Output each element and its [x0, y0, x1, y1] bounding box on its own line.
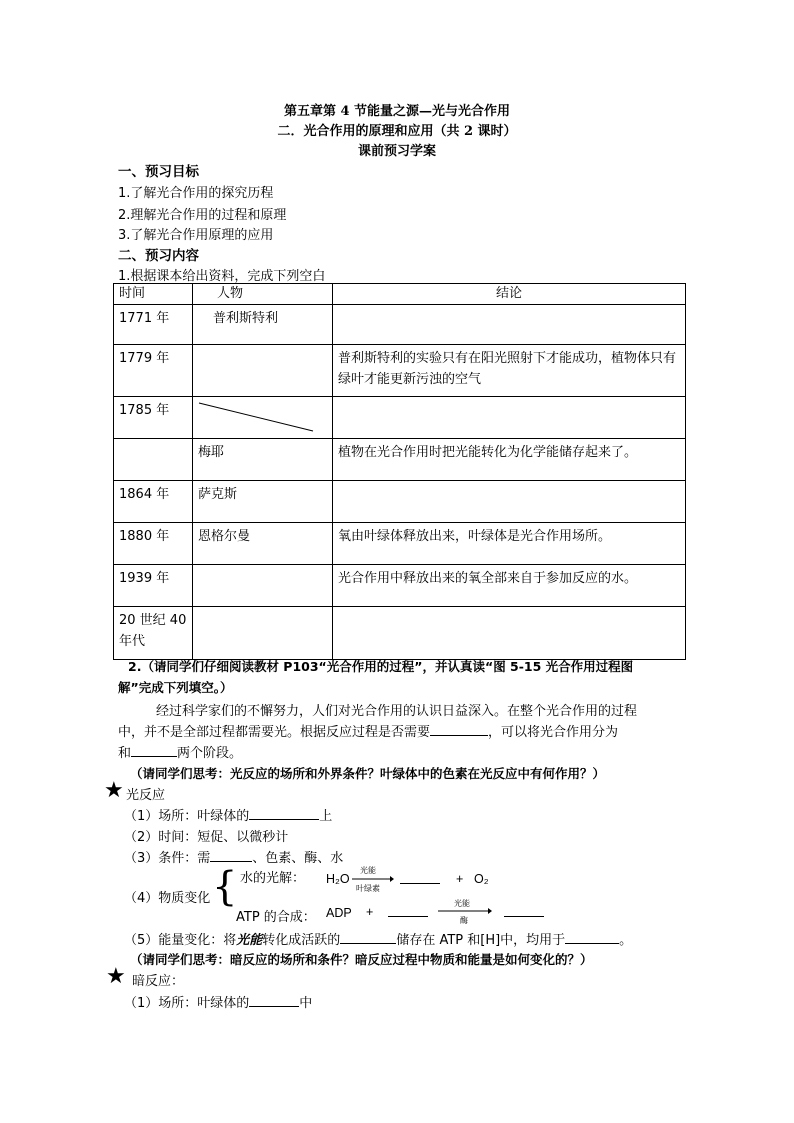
dark-reaction-title: 暗反应： [132, 974, 185, 989]
paragraph-text: 中，并不是全部过程都需要光。根据反应过程是否需要 [118, 725, 431, 740]
table-cell[interactable] [193, 565, 333, 607]
table-cell[interactable] [193, 607, 333, 660]
plus-sign: + [456, 872, 464, 886]
reaction-arrow [438, 907, 492, 915]
fill-blank[interactable] [388, 902, 428, 917]
fill-blank[interactable] [131, 742, 177, 757]
plus-sign: + [366, 905, 374, 919]
fill-blank[interactable] [504, 902, 544, 917]
question-2-line1: 2.（请同学们仔细阅读教材 P103“光合作用的过程”，并认真读“图 5-15 光合作用过程图 [128, 659, 634, 674]
fill-blank[interactable] [249, 992, 299, 1007]
light-time: （2）时间：短促、以微秒计 [124, 830, 289, 845]
table-header-row [114, 284, 686, 305]
energy-change [124, 929, 632, 948]
o2-formula: O₂ [474, 872, 489, 886]
section2-heading: 二、预习内容 [118, 248, 199, 264]
dark-site [124, 992, 312, 1011]
header-cell: 时间 [114, 284, 193, 305]
goal-item: 1.了解光合作用的探究历程 [118, 186, 274, 201]
table-cell[interactable] [333, 305, 686, 345]
arrow-label-top: 光能 [360, 866, 376, 875]
table-cell [114, 439, 193, 481]
table-row [114, 305, 686, 345]
paragraph-text: ，可以将光合作用分为 [488, 725, 619, 740]
lesson-title: 二．光合作用的原理和应用（共 2 课时） [277, 124, 517, 139]
atp-synthesis-label: ATP 的合成： [236, 910, 316, 925]
chapter-title: 第五章第 4 节能量之源—光与光合作用 [283, 104, 511, 119]
fill-blank[interactable] [565, 929, 619, 944]
table-cell: 萨克斯 [193, 481, 333, 523]
paragraph-line [118, 721, 618, 740]
table-cell[interactable] [333, 481, 686, 523]
label-text: 储存在 ATP 和[H]中，均用于 [396, 933, 566, 948]
label-text: （1）场所：叶绿体的 [124, 809, 250, 824]
label-text: （3）条件：需 [124, 851, 211, 866]
fill-blank[interactable] [340, 929, 396, 944]
table-cell: 恩格尔曼 [193, 523, 333, 565]
brace-symbol: { [212, 864, 238, 910]
table-cell: 20 世纪 40 年代 [114, 607, 193, 660]
light-reaction-title: 光反应 [126, 788, 166, 803]
water-photolysis-label: 水的光解： [240, 871, 306, 886]
table-cell: 1880 年 [114, 523, 193, 565]
table-cell: 1864 年 [114, 481, 193, 523]
light-site [124, 805, 332, 824]
arrow-label-top: 光能 [454, 899, 470, 908]
paragraph-text: 和 [118, 746, 132, 761]
question-1: 1.根据课本给出资料，完成下列空白 [118, 269, 326, 284]
sheet-title: 课前预习学案 [357, 144, 436, 159]
table-cell: 1771 年 [114, 305, 193, 345]
section1-heading: 一、预习目标 [118, 164, 199, 180]
label-text: 。 [619, 933, 633, 948]
table-cell [193, 397, 333, 439]
table-row [114, 481, 686, 523]
adp-formula: ADP [326, 906, 352, 920]
label-text: （5）能量变化：将 [124, 933, 237, 948]
table-cell: 植物在光合作用时把光能转化为化学能储存起来了。 [333, 439, 686, 481]
star-icon: ★ [104, 778, 124, 803]
table-cell: 梅耶 [193, 439, 333, 481]
label-text: 上 [319, 809, 333, 824]
table-cell[interactable] [193, 345, 333, 397]
label-text: 转化成活跃的 [262, 933, 341, 948]
fill-blank[interactable] [430, 721, 488, 736]
matter-change-label: （4）物质变化 [124, 891, 211, 906]
table-row [114, 397, 686, 439]
arrow-label-bottom: 叶绿素 [356, 884, 380, 893]
label-text: 中 [299, 996, 313, 1011]
question-2-line2: 解”完成下列填空。） [118, 680, 233, 695]
table-row [114, 523, 686, 565]
reaction-arrow [352, 875, 394, 883]
table-row [114, 345, 686, 397]
paragraph-line [118, 742, 242, 761]
header-cell: 结论 [333, 284, 686, 305]
h2o-formula: H₂O [326, 872, 350, 886]
table-cell: 氧由叶绿体释放出来，叶绿体是光合作用场所。 [333, 523, 686, 565]
fill-blank[interactable] [400, 869, 440, 884]
paragraph-text: 两个阶段。 [177, 746, 243, 761]
goal-item: 2.理解光合作用的过程和原理 [118, 208, 287, 223]
think-prompt-1: （请同学们思考：光反应的场所和外界条件？叶绿体中的色素在光反应中有何作用？） [130, 766, 606, 781]
table-cell: 1939 年 [114, 565, 193, 607]
label-text: 、色素、酶、水 [252, 851, 344, 866]
table-cell: 普利斯特利 [193, 305, 333, 345]
header-cell: 人物 [193, 284, 333, 305]
table-cell[interactable] [333, 607, 686, 660]
table-row [114, 439, 686, 481]
star-icon: ★ [106, 964, 126, 989]
table-cell: 1785 年 [114, 397, 193, 439]
fill-blank[interactable] [210, 847, 252, 862]
table-cell: 1779 年 [114, 345, 193, 397]
label-text: （1）场所：叶绿体的 [124, 996, 250, 1011]
arrow-label-bottom: 酶 [460, 916, 468, 925]
table-cell: 普利斯特利的实验只有在阳光照射下才能成功，植物体只有绿叶才能更新污浊的空气 [333, 345, 686, 397]
table-cell: 光合作用中释放出来的氧全部来自于参加反应的水。 [333, 565, 686, 607]
diagonal-line [193, 397, 315, 439]
history-table [113, 283, 686, 660]
table-row [114, 607, 686, 660]
think-prompt-2: （请同学们思考：暗反应的场所和条件？暗反应过程中物质和能量是如何变化的？） [130, 952, 593, 967]
paragraph-line: 经过科学家们的不懈努力，人们对光合作用的认识日益深入。在整个光合作用的过程 [156, 704, 638, 719]
table-row [114, 565, 686, 607]
fill-blank[interactable] [249, 805, 319, 820]
emphasis-text: 光能 [236, 933, 263, 948]
table-cell[interactable] [333, 397, 686, 439]
goal-item: 3.了解光合作用原理的应用 [118, 228, 274, 243]
